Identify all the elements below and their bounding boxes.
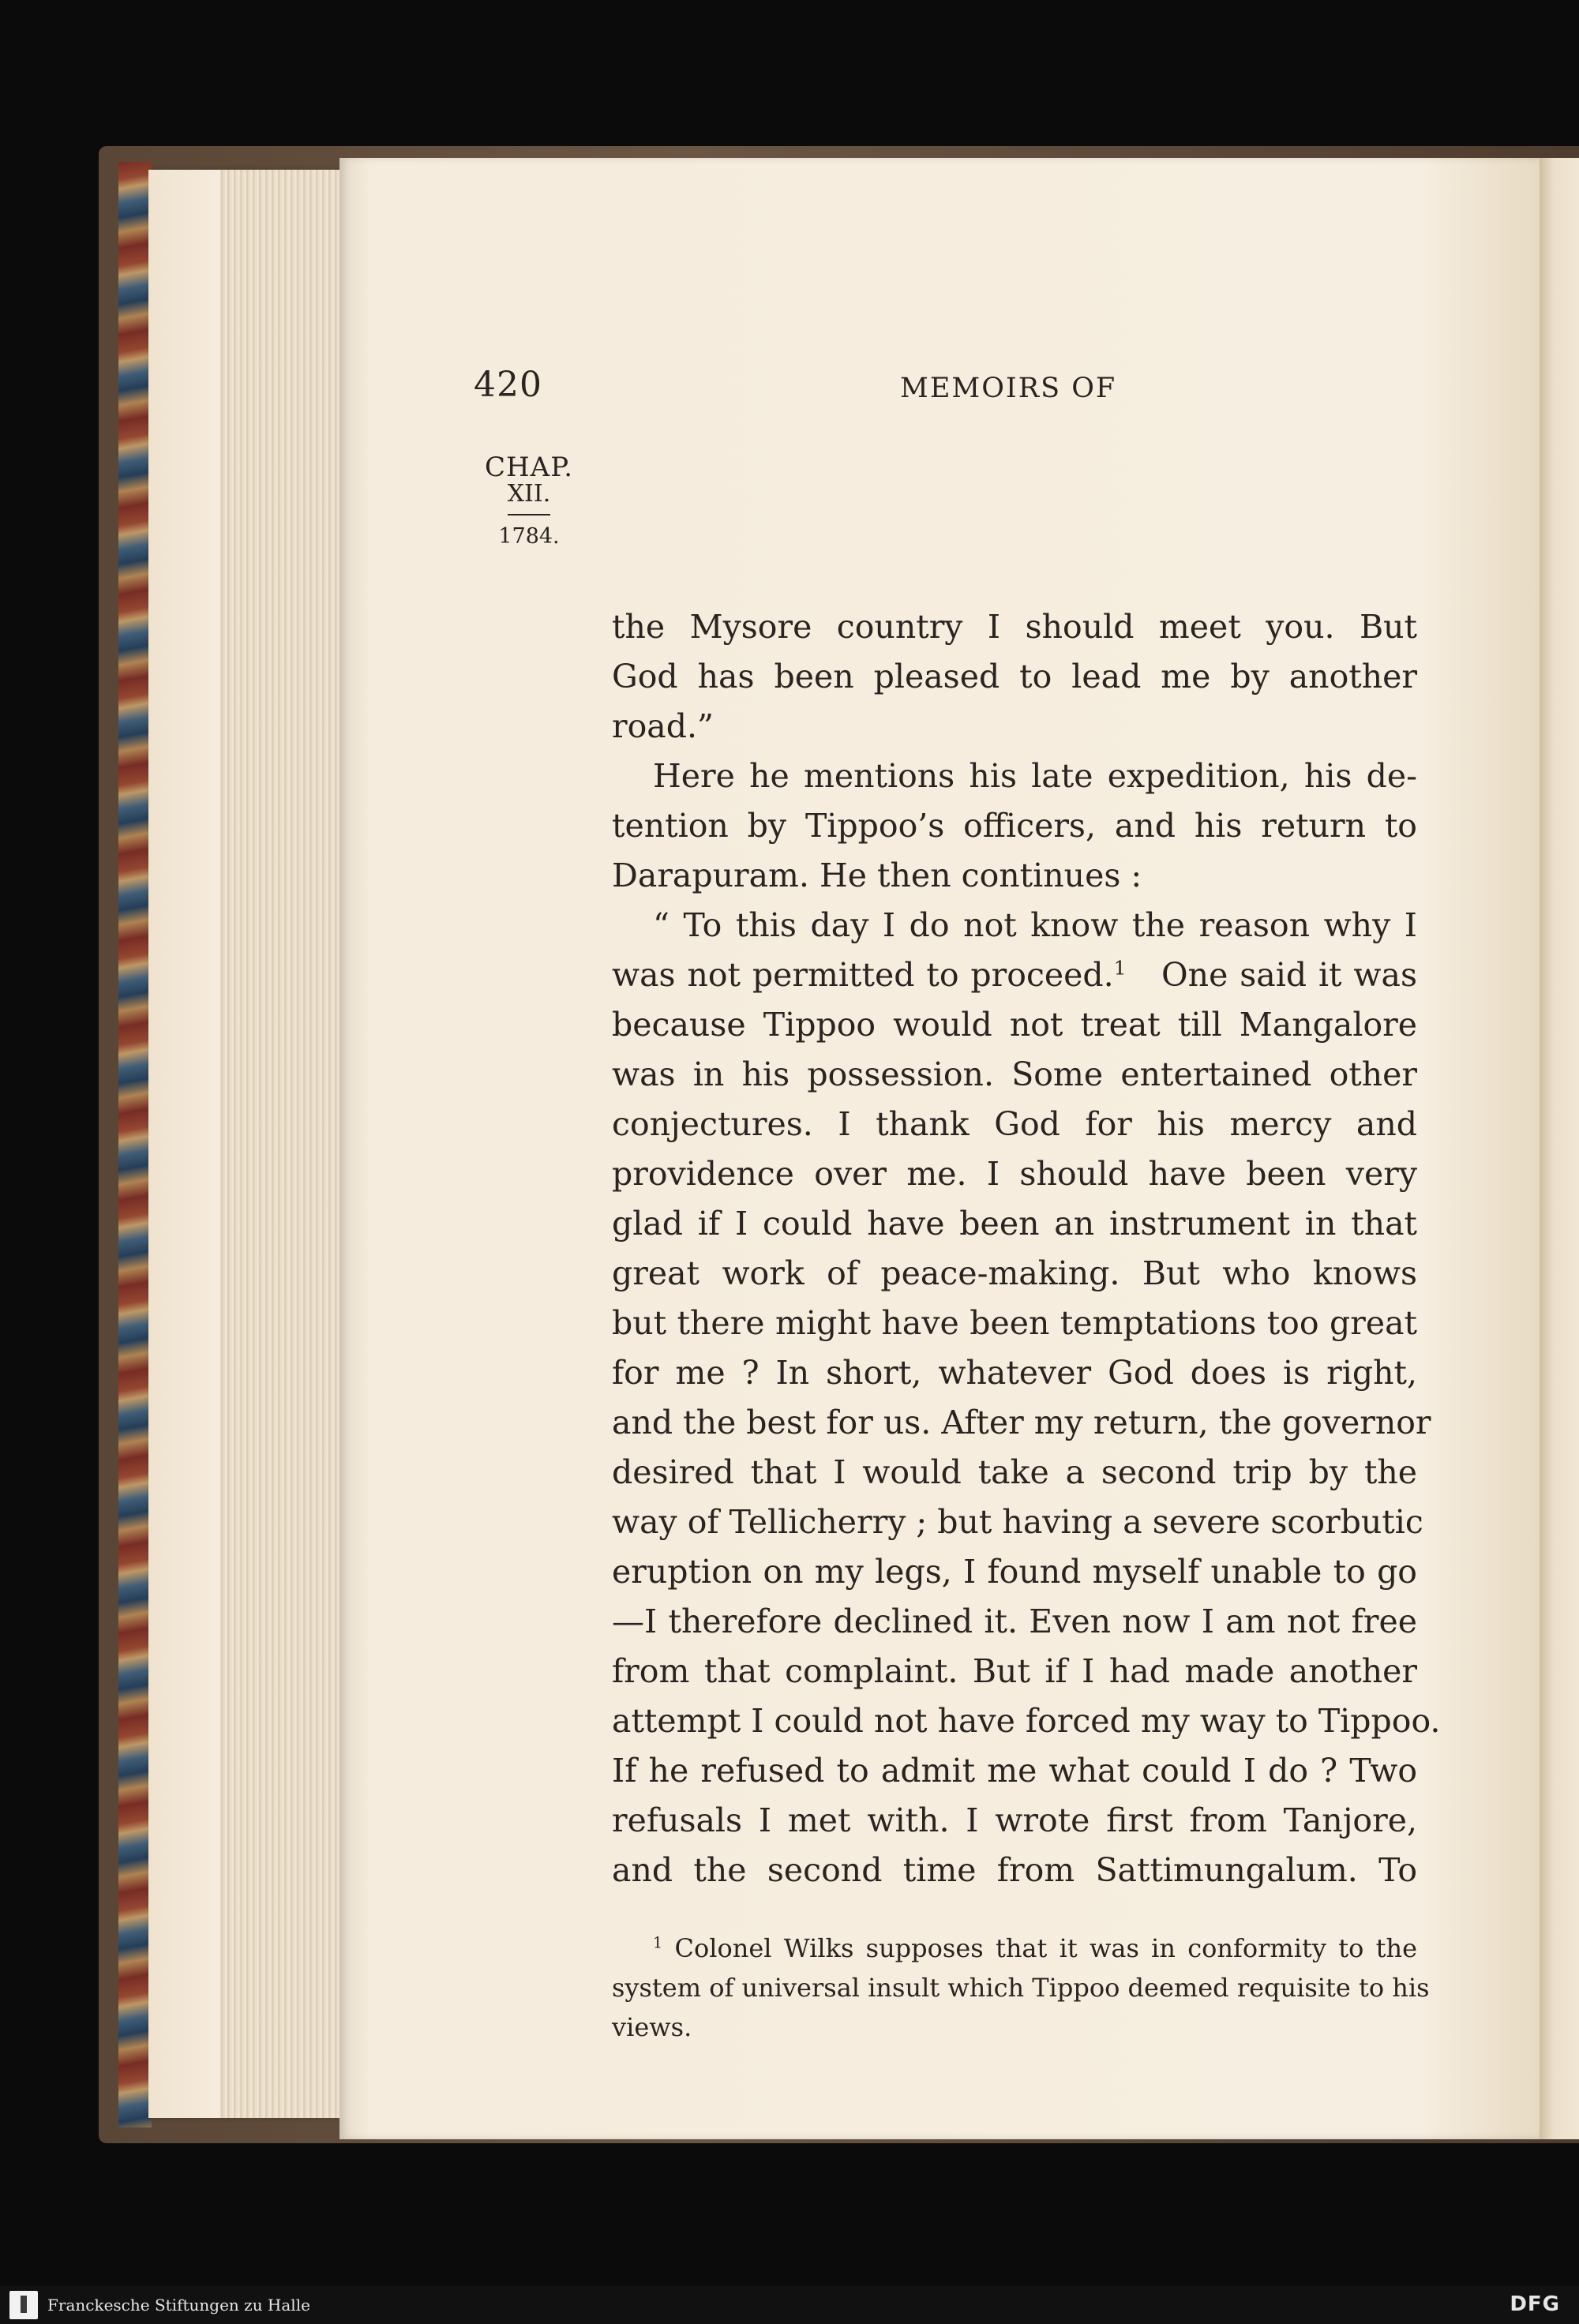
text-line: but there might have been temptations too great xyxy=(612,1304,1417,1342)
text-line: and the best for us. After my return, the governor xyxy=(612,1404,1431,1441)
marbled-endpaper xyxy=(118,162,152,2127)
text-line: because Tippoo would not treat till Mangalore xyxy=(612,1006,1417,1044)
text-line: —I therefore declined it. Even now I am not free xyxy=(612,1602,1417,1640)
text-line: from that complaint. But if I had made another xyxy=(612,1652,1417,1690)
running-title: MEMOIRS OF xyxy=(900,373,1117,404)
book-page xyxy=(339,158,1540,2139)
text-line: and the second time from Sattimungalum. To xyxy=(612,1851,1417,1889)
chapter-number: XII. xyxy=(507,480,551,508)
footnote-text: Colonel Wilks supposes that it was in conformity to the xyxy=(674,1933,1418,1963)
page-content xyxy=(339,158,1540,2139)
margin-note xyxy=(474,454,584,550)
text-line-with-footnote xyxy=(612,950,1417,1000)
facing-page-edge xyxy=(1538,158,1579,2139)
page-edges xyxy=(148,170,358,2118)
text-fragment: One said it was xyxy=(1161,956,1418,994)
text-line: attempt I could not have forced my way to Tippoo. xyxy=(612,1702,1441,1740)
text-line: God has been pleased to lead me by another xyxy=(612,658,1417,695)
text-line: Here he mentions his late expedition, his de- xyxy=(653,757,1417,795)
footnote-marker: 1 xyxy=(653,1933,663,1952)
footnote-line: views. xyxy=(612,2012,692,2042)
page-number: 420 xyxy=(474,365,542,405)
text-line: “ To this day I do not know the reason why I xyxy=(653,906,1417,944)
text-line: way of Tellicherry ; but having a severe scorbutic xyxy=(612,1503,1423,1541)
text-fragment: was not permitted to proceed. xyxy=(612,956,1114,994)
institution-logo-icon xyxy=(9,2291,38,2319)
text-line: If he refused to admit me what could I do ? Two xyxy=(612,1752,1417,1790)
institution-name: Franckesche Stiftungen zu Halle xyxy=(47,2296,310,2315)
text-line: conjectures. I thank God for his mercy and xyxy=(612,1105,1417,1143)
margin-year: 1784. xyxy=(498,524,560,549)
footnote-line: system of universal insult which Tippoo deemed requisite to his xyxy=(612,1973,1430,2003)
text-line: the Mysore country I should meet you. But xyxy=(612,608,1417,646)
text-line: providence over me. I should have been very xyxy=(612,1155,1417,1193)
text-line: was in his possession. Some entertained other xyxy=(612,1055,1417,1093)
footnote-reference: 1 xyxy=(1113,956,1127,980)
text-line: great work of peace-making. But who knows xyxy=(612,1254,1417,1292)
text-line: road.” xyxy=(612,707,714,745)
chapter-label: CHAP. xyxy=(484,452,573,483)
text-line: tention by Tippoo’s officers, and his return to xyxy=(612,807,1417,845)
text-line: for me ? In short, whatever God does is right, xyxy=(612,1354,1417,1392)
text-line: refusals I met with. I wrote first from Tanjore, xyxy=(612,1801,1417,1839)
funder-logo: DFG xyxy=(1510,2292,1560,2316)
text-line: eruption on my legs, I found myself unable to go xyxy=(612,1553,1417,1591)
footnote-line xyxy=(612,1929,1417,1968)
margin-rule xyxy=(508,514,550,515)
body-text xyxy=(612,602,1441,1895)
text-line: desired that I would take a second trip by the xyxy=(612,1453,1417,1491)
attribution-bar xyxy=(0,2286,1579,2324)
footnote xyxy=(612,1929,1430,2047)
text-line: glad if I could have been an instrument in that xyxy=(612,1205,1417,1243)
text-line: Darapuram. He then continues : xyxy=(612,857,1142,894)
